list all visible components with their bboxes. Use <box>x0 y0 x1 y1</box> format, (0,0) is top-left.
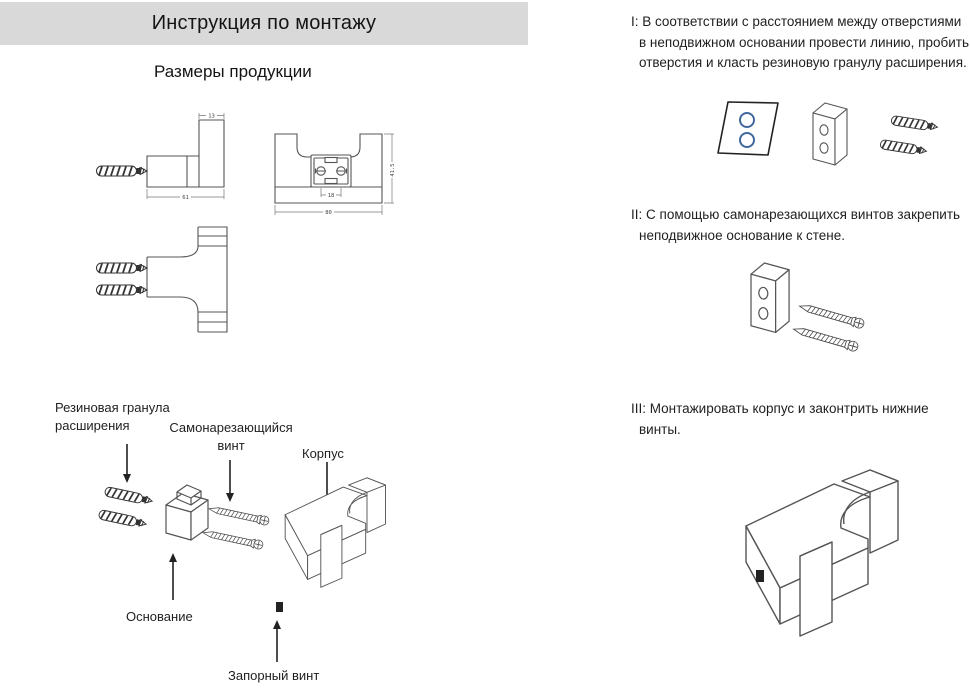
top-view-anchor-icon-2 <box>97 285 148 295</box>
step-2-text: II: С помощью самонарезающихся винтов закрепить неподвижное основание к стене. <box>631 207 961 243</box>
wall-anchor-illustration <box>104 486 153 505</box>
base-plate-illustration <box>813 103 847 165</box>
screw-illustration-2 <box>792 324 859 352</box>
locking-screw-illustration <box>756 570 764 582</box>
dim-hook-depth: 13 <box>208 113 215 120</box>
label-self-tapping-screw: Самонарезающийся винт <box>169 420 293 453</box>
screw-illustration <box>798 301 865 329</box>
side-view-anchor-icon <box>97 166 148 176</box>
label-body: Корпус <box>302 446 344 461</box>
section-subtitle: Размеры продукции <box>154 62 312 81</box>
base-plate-illustration <box>751 263 789 332</box>
dim-hole-spacing: 18 <box>327 193 335 199</box>
dimension-drawings <box>40 98 430 368</box>
step-3-illustration <box>720 440 960 640</box>
wall-surface-illustration <box>718 102 778 155</box>
locking-screw-illustration <box>276 602 283 612</box>
header-bar <box>0 2 528 45</box>
hook-body-illustration <box>746 470 898 636</box>
page-title: Инструкция по монтажу <box>151 12 377 34</box>
label-base: Основание <box>126 609 193 624</box>
side-view-drawing <box>147 120 224 187</box>
screw-illustration-2 <box>202 528 264 550</box>
anchor-illustration-2 <box>880 139 927 155</box>
dim-side-width: 61 <box>182 195 189 201</box>
wall-anchor-illustration-2 <box>98 509 147 528</box>
step-1-illustration <box>695 95 960 205</box>
dim-front-width: 80 <box>325 210 332 216</box>
hook-body-illustration <box>285 478 385 588</box>
screw-illustration <box>208 504 270 526</box>
dim-height: 41.5 <box>390 163 396 177</box>
base-block-illustration <box>166 485 208 540</box>
label-locking-screw: Запорный винт <box>228 668 320 683</box>
step-2-illustration <box>725 255 920 385</box>
step-1-text: I: В соответствии с расстоянием между отверстиями в неподвижном основании провести линию, пробить отверстия и класть резиновую гранулу расширения. <box>631 14 969 71</box>
top-view-drawing <box>147 227 227 332</box>
top-view-anchor-icon <box>97 263 148 273</box>
step-3-text: III: Монтажировать корпус и законтрить нижние винты. <box>631 401 929 437</box>
anchor-illustration <box>891 115 938 131</box>
label-expansion-anchor: Резиновая гранула расширения <box>55 400 170 433</box>
